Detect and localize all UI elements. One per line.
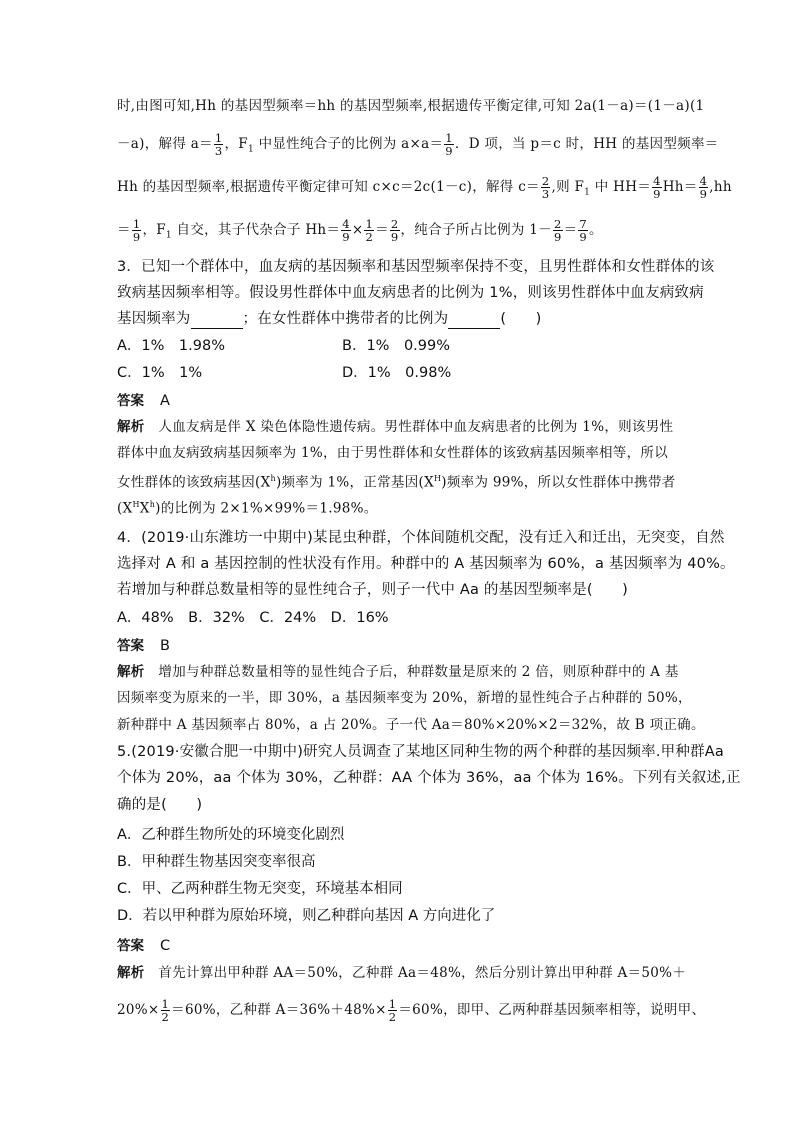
fraction: $\frac{4}{9}$: [653, 174, 661, 201]
question-4-stem-line: 选择对 A 和 a 基因控制的性状没有作用。种群中的 A 基因频率为 60%，a 基因频率为 40%。: [117, 556, 735, 572]
answer-blank: [191, 314, 243, 329]
fraction: $\frac{1}{3}$: [214, 131, 223, 158]
analysis-label: 解析: [117, 664, 145, 680]
analysis-label: 解析: [117, 965, 145, 981]
option-c: C．1% 1%: [117, 365, 203, 381]
analysis-line: 20%× $\frac{1}{2}$ ＝60%，乙种群 A＝36%＋48%× $\frac{1}{2}$ ＝60%，即甲、乙两种群基因频率相等，说明甲、: [117, 997, 706, 1024]
answer-blank: [448, 314, 500, 329]
fraction: $\frac{1}{2}$: [388, 997, 397, 1024]
option-d: D．1% 0.98%: [342, 365, 452, 381]
fraction: $\frac{1}{9}$: [132, 217, 141, 244]
question-5-stem-line: 5.(2019·安徽合肥一中期中)研究人员调查了某地区同种生物的两个种群的基因频率.甲种群Aa: [117, 744, 724, 760]
analysis-line: $(X^HX^h)$的比例为 2×1%×99%＝1.98%。: [117, 500, 378, 517]
analysis-line: －a)，解得 a＝ $\frac{1}{3}$ ，$F_1$ 中显性纯合子的比例为 a×a＝ $\frac{1}{9}$ ．D 项，当 p＝c 时，HH 的基因型频率＝: [117, 131, 719, 158]
answer-label: 答案: [117, 393, 144, 409]
question-4-stem-line: 若增加与种群总数量相等的显性纯合子，则子一代中 Aa 的基因型频率是( ): [117, 582, 628, 598]
analysis-line: 解析 增加与种群总数量相等的显性纯合子后，种群数量是原来的 2 倍，则原种群中的 A 基: [117, 664, 679, 680]
answer-line: [117, 935, 677, 956]
fraction: $\frac{2}{3}$: [541, 174, 550, 201]
answer-value: B: [160, 638, 170, 654]
answer-label: 答案: [117, 638, 144, 654]
answer-line: [117, 390, 677, 411]
question-5-stem-line: 确的是( ): [117, 797, 203, 813]
question-3-stem-line: 基因频率为 ；在女性群体中携带者的比例为 ( ): [117, 311, 542, 327]
analysis-line: 因频率变为原来的一半，即 30%，a 基因频率变为 20%，新增的显性纯合子占种群的 50%，: [117, 690, 692, 706]
answer-label: 答案: [117, 938, 144, 954]
answer-line: [117, 635, 677, 656]
fraction: $\frac{1}{9}$: [445, 131, 453, 158]
option-a: A．1% 1.98%: [117, 338, 225, 354]
fraction: $\frac{2}{9}$: [390, 217, 399, 244]
analysis-label: 解析: [117, 419, 145, 435]
option-d: D．若以甲种群为原始环境，则乙种群向基因 A 方向进化了: [117, 908, 496, 924]
option-b: B．1% 0.99%: [342, 338, 451, 354]
question-3-stem-line: 3．已知一个群体中，血友病的基因频率和基因型频率保持不变，且男性群体和女性群体的该: [117, 259, 715, 275]
option-b: B．甲种群生物基因突变率很高: [117, 854, 316, 870]
question-5-stem-line: 个体为 20%，aa 个体为 30%，乙种群：AA 个体为 36%，aa 个体为 16%。下列有关叙述,正: [117, 770, 741, 786]
analysis-line: 群体中血友病致病基因频率为 1%，由于男性群体和女性群体的该致病基因频率相等，所以: [117, 445, 669, 461]
fraction: $\frac{4}{9}$: [699, 174, 708, 201]
options-line: A．48% B．32% C．24% D．16%: [117, 610, 389, 626]
fraction: $\frac{7}{9}$: [579, 217, 588, 244]
option-a: A．乙种群生物所处的环境变化剧烈: [117, 827, 345, 843]
question-4-stem-line: 4．(2019·山东潍坊一中期中)某昆虫种群，个体间随机交配，没有迁入和迁出，无突变，自然: [117, 530, 725, 546]
question-3-stem-line: 致病基因频率相等。假设男性群体中血友病患者的比例为 1%，则该男性群体中血友病致病: [117, 285, 704, 301]
fraction: $\frac{1}{2}$: [161, 997, 170, 1024]
analysis-line: Hh 的基因型频率,根据遗传平衡定律可知 c×c＝2c(1－c)，解得 c＝ $\frac{2}{3}$ ,则 $F_1$ 中 HH＝ $\frac{4}{9}$ Hh＝ $\frac{4}{9}$ ,hh: [117, 174, 732, 201]
analysis-line: 解析 人血友病是伴 X 染色体隐性遗传病。男性群体中血友病患者的比例为 1%，则该男性: [117, 419, 674, 435]
analysis-line: 时,由图可知,Hh 的基因型频率＝hh 的基因型频率,根据遗传平衡定律,可知 2a(1－a)＝(1－a)(1: [117, 98, 705, 114]
analysis-line: 解析 首先计算出甲种群 AA＝50%，乙种群 Aa＝48%，然后分别计算出甲种群 A＝50%＋: [117, 965, 687, 981]
answer-value: A: [160, 393, 170, 409]
analysis-line: 女性群体的该致病基因$(X^h)$频率为 1%，正常基因$(X^H)$频率为 99%，所以女性群体中携带者: [117, 474, 676, 491]
fraction: $\frac{1}{2}$: [365, 217, 374, 244]
fraction: $\frac{2}{9}$: [553, 217, 562, 244]
fraction: $\frac{4}{9}$: [342, 217, 350, 244]
analysis-line: 新种群中 A 基因频率占 80%，a 占 20%。子一代 Aa＝80%×20%×2＝32%，故 B 项正确。: [117, 717, 705, 733]
answer-value: C: [160, 938, 171, 954]
analysis-line: ＝ $\frac{1}{9}$ ，$F_1$ 自交，其子代杂合子 Hh＝ $\frac{4}{9}$ × $\frac{1}{2}$ ＝ $\frac{2}{9}$ ，纯合子所占比例为 1－ $\frac{2}{9}$ ＝ $\frac{7}{9}$ 。: [117, 217, 603, 244]
option-c: C．甲、乙两种群生物无突变，环境基本相同: [117, 881, 403, 897]
